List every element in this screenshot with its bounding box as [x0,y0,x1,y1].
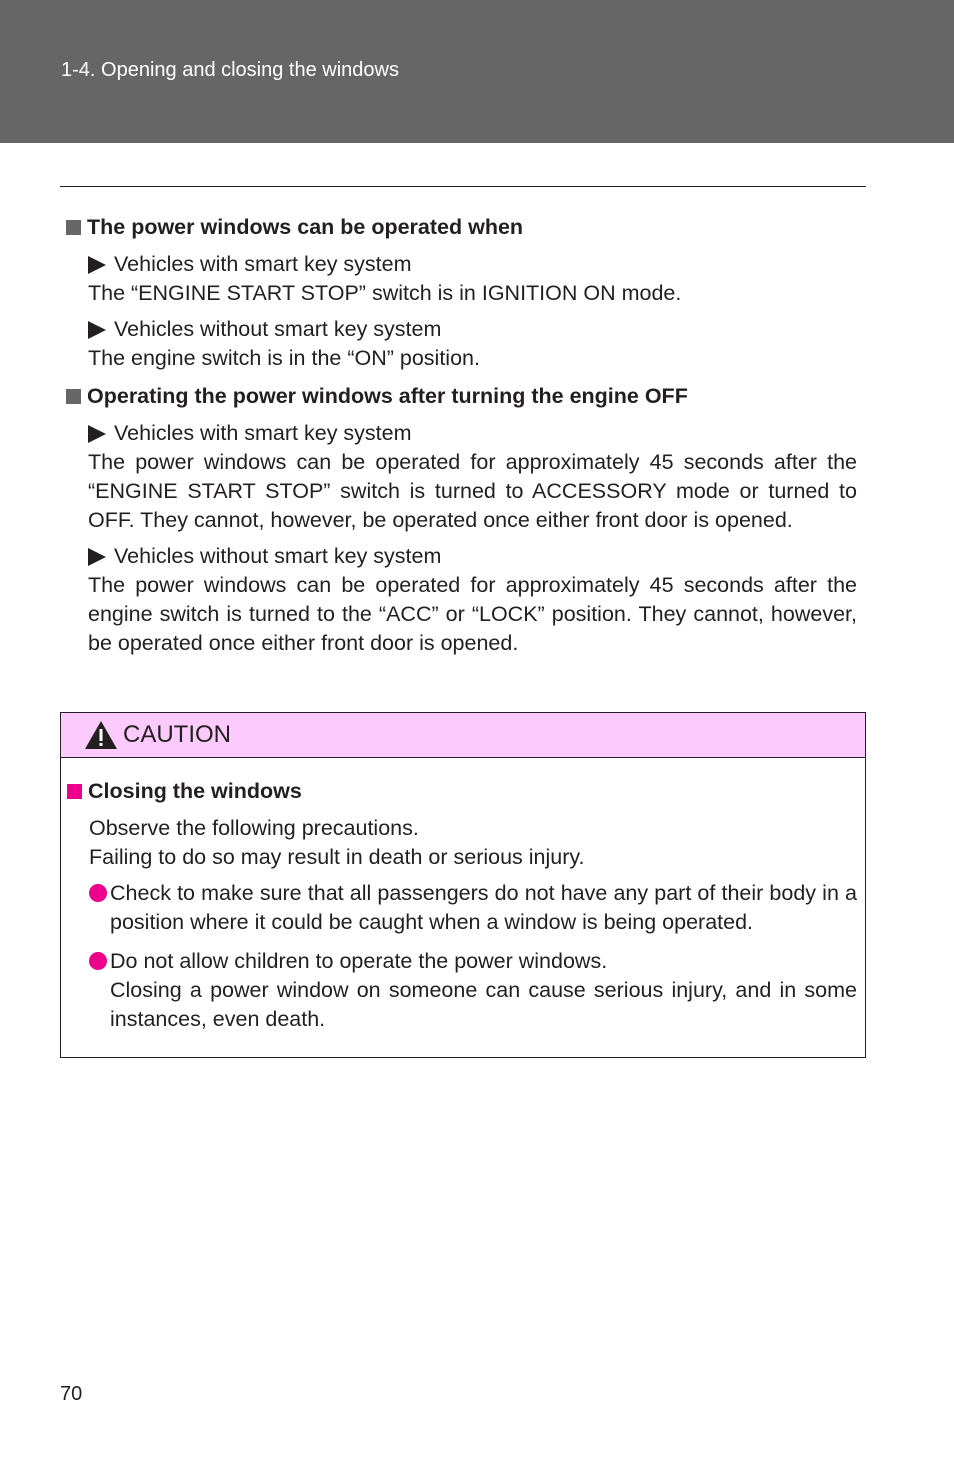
variant-text: The power windows can be operated for approximately 45 seconds after the “ENGINE START STOP” switch is turned to ACCESSORY mode or turned to OFF. They cannot, however, be operated once either front door is opened. [88,450,857,532]
list-item: Do not allow children to operate the power windows. Closing a power window on someone can cause serious injury, and in some instances, even death. [89,947,857,1034]
square-bullet-icon [66,220,81,235]
caution-title: CAUTION [123,721,231,748]
triangle-arrow-icon [88,321,106,339]
list-item: Check to make sure that all passengers do not have any part of their body in a position where it could be caught when a window is being operated. [89,879,857,937]
triangle-arrow-icon [88,256,106,274]
caution-heading: Closing the windows [67,776,857,807]
caution-header [61,713,865,758]
section-heading: The power windows can be operated when [66,212,857,243]
caution-body [61,758,865,1034]
variant-text: The engine switch is in the “ON” position. [88,346,480,370]
main-content [66,212,857,658]
warning-triangle-icon [83,719,119,751]
triangle-arrow-icon [88,425,106,443]
chapter-title: 1-4. Opening and closing the windows [61,59,399,81]
triangle-arrow-icon [88,548,106,566]
section-after-engine-off [66,381,857,658]
page-number: 70 [60,1383,83,1405]
section-heading: Operating the power windows after turning the engine OFF [66,381,857,412]
intro-line: Observe the following precautions. [89,816,419,840]
variant-text: The “ENGINE START STOP” switch is in IGNITION ON mode. [88,281,682,305]
variant-label: Vehicles with smart key system [88,419,857,448]
circle-bullet-icon [89,884,107,902]
caution-bullets [89,879,857,1034]
variant-label: Vehicles without smart key system [88,542,857,571]
variant-block [88,315,857,373]
square-bullet-icon [67,784,82,799]
intro-line: Failing to do so may result in death or serious injury. [89,845,585,869]
variant-block [88,419,857,535]
circle-bullet-icon [89,952,107,970]
variant-label: Vehicles without smart key system [88,315,857,344]
square-bullet-icon [66,389,81,404]
section-operable-when [66,212,857,373]
variant-block [88,250,857,308]
variant-label: Vehicles with smart key system [88,250,857,279]
variant-text: The power windows can be operated for approximately 45 seconds after the engine switch is turned to the “ACC” or “LOCK” position. They cannot, however, be operated once either front door is opened. [88,573,857,655]
caution-intro [89,814,857,872]
variant-block [88,542,857,658]
divider [60,186,866,187]
caution-box [60,712,866,1058]
page-header [0,0,954,143]
